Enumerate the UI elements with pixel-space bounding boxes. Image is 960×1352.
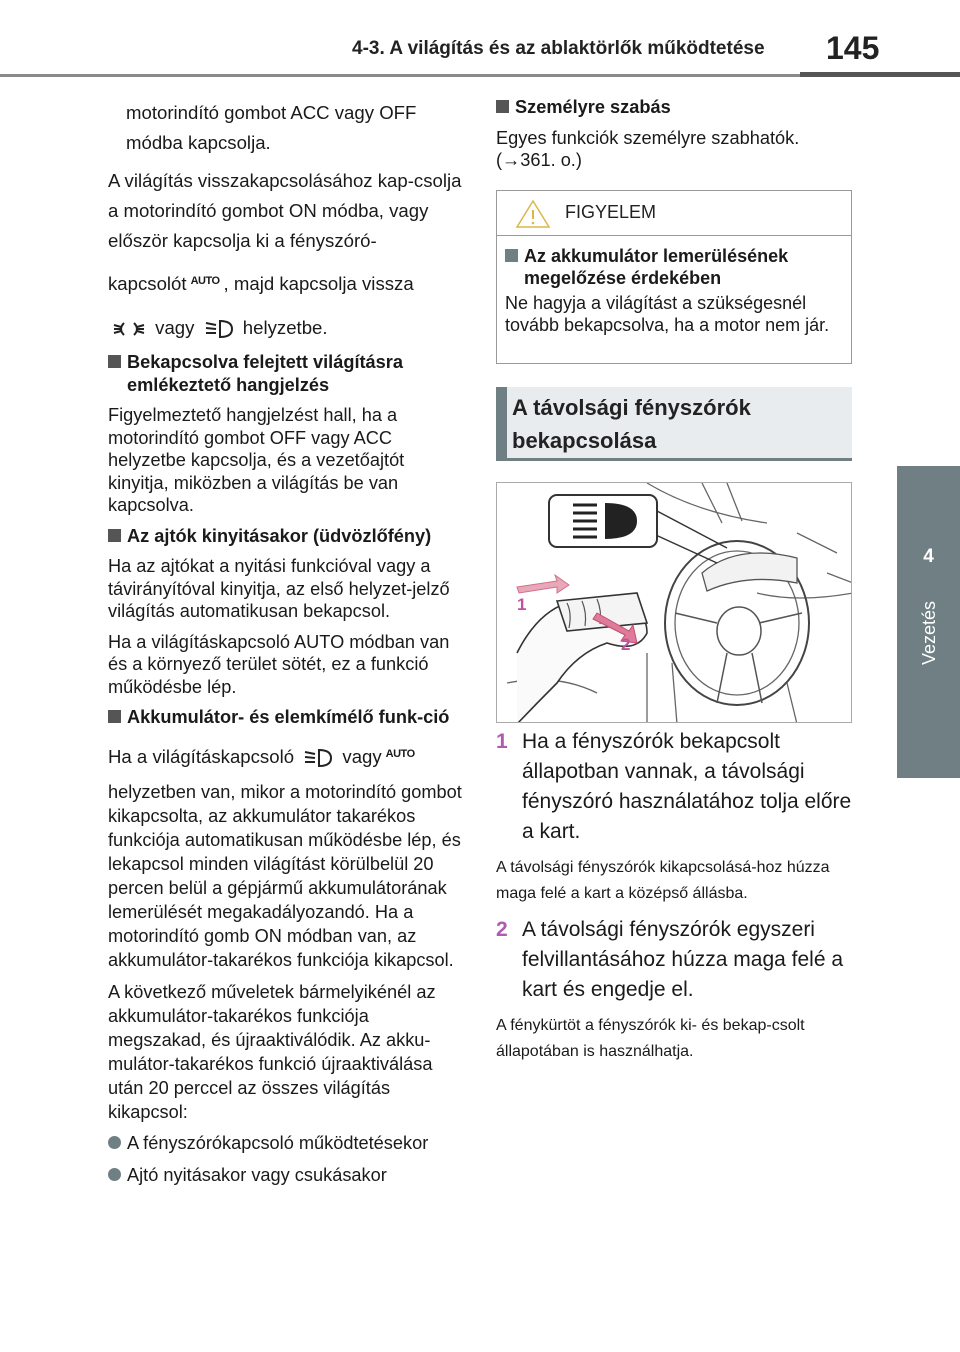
headlight-icon xyxy=(303,747,333,769)
subheading-reminder xyxy=(108,351,468,396)
round-bullet-icon xyxy=(108,1136,121,1149)
subheading-welcome-light xyxy=(108,525,468,548)
figure-label-1: 1 xyxy=(517,595,527,614)
text-fragment: , majd kapcsolja vissza xyxy=(223,273,414,294)
steps-list xyxy=(496,727,852,1073)
header-title: 4-3. A világítás és az ablaktörlők működtetése xyxy=(352,38,765,59)
step-number: 1 xyxy=(496,730,508,753)
step-text: A távolsági fényszórók egyszeri felvillantásához húzza maga felé a kart és engedje el. xyxy=(522,918,844,1001)
square-bullet-icon xyxy=(505,249,518,262)
warning-title: FIGYELEM xyxy=(565,202,657,222)
paragraph-battery-3: A következő műveletek bármelyikénél az akkumulátor-takarékos funkciója megszakad, és újraaktiválódik. Az akku-mulátor-takarékos funkció újraaktiválása után 20 perccel az összes világítás kikapcsol: xyxy=(108,981,436,1122)
text-fragment: kapcsolót xyxy=(108,273,187,294)
step-item xyxy=(496,915,852,1005)
round-bullet-icon xyxy=(108,1168,121,1181)
paragraph-relight-line2 xyxy=(108,266,468,299)
paragraph-welcome-2: Ha a világításkapcsoló AUTO módban van és a környező terület sötét, ez a funkció működésbe lép. xyxy=(108,631,450,697)
auto-icon: AUTO xyxy=(385,747,415,760)
list-item xyxy=(108,1132,468,1155)
chapter-tab xyxy=(897,466,960,778)
square-bullet-icon xyxy=(108,710,121,723)
left-column xyxy=(108,98,468,1197)
section-heading xyxy=(496,387,852,461)
header-rule-accent xyxy=(800,72,960,77)
continued-text: motorindító gombot ACC vagy OFF módba kapcsolja. xyxy=(126,102,417,153)
step-item xyxy=(496,727,852,847)
text-fragment: Ha a világításkapcsoló xyxy=(108,745,295,767)
list-item-text: A fényszórókapcsoló működtetésekor xyxy=(127,1132,429,1153)
section-heading-bar xyxy=(496,387,507,458)
step-number: 2 xyxy=(496,918,508,941)
subheading-text: Személyre szabás xyxy=(515,97,671,117)
paragraph-battery-2: helyzetben van, mikor a motorindító gombot kikapcsolta, az akkumulátor takarékos funkciója automatikusan működésbe lép, és lekapcsol minden világítást körülbelül 20 percen belül a gépjármű akkumulátorának lemerülését megakadályozandó. Ha a motorindító gomb ON módban van, az akkumulátor-takarékos funkciója kikapcsol. xyxy=(108,781,462,970)
subheading-battery-saver xyxy=(108,706,468,729)
paragraph-relight-line3 xyxy=(108,313,468,343)
square-bullet-icon xyxy=(108,529,121,542)
subheading-customization xyxy=(496,96,852,119)
note-text: A fénykürtöt a fényszórók ki- és bekap-csolt állapotában is használhatja. xyxy=(496,1017,805,1060)
right-column-top xyxy=(496,92,852,180)
parking-light-icon xyxy=(112,319,146,339)
subheading-text: Akkumulátor- és elemkímélő funk-ció xyxy=(127,707,450,727)
warning-header xyxy=(497,191,851,236)
warning-subheading-text: Az akkumulátor lemerülésének megelőzése érdekében xyxy=(524,246,789,288)
paragraph-reminder: Figyelmeztető hangjelzést hall, ha a motorindító gombot OFF vagy ACC helyzetbe kapcsolja, és a vezetőajtót kinyitja, miközben a világítás be van kapcsolva. xyxy=(108,405,405,515)
warning-box xyxy=(496,190,852,364)
page-number: 145 xyxy=(826,30,880,66)
list-item-text: Ajtó nyitásakor vagy csukásakor xyxy=(127,1165,387,1185)
text-fragment: vagy xyxy=(342,745,382,767)
auto-icon: AUTO xyxy=(190,275,220,287)
square-bullet-icon xyxy=(496,100,509,113)
paragraph-relight: A világítás visszakapcsolásához kap-csolja a motorindító gombot ON módba, vagy először kapcsolja ki a fényszóró- xyxy=(108,170,462,251)
text-fragment: helyzetbe. xyxy=(242,317,328,338)
warning-text: Ne hagyja a világítást a szükségesnél tovább bekapcsolva, ha a motor nem jár. xyxy=(505,293,830,335)
chapter-number: 4 xyxy=(923,546,934,567)
paragraph-customization: Egyes funkciók személyre szabhatók. (→361. o.) xyxy=(496,127,800,170)
subheading-text: Bekapcsolva felejtett világításra emlékeztető hangjelzés xyxy=(127,352,403,395)
paragraph-battery-1 xyxy=(108,739,468,772)
warning-subheading xyxy=(505,245,845,289)
paragraph-welcome-1: Ha az ajtókat a nyitási funkcióval vagy a távirányítóval kinyitja, az első helyzet-jelző világítás automatikusan bekapcsol. xyxy=(108,556,450,621)
section-title: A távolsági fényszórók bekapcsolása xyxy=(512,395,751,453)
list-item xyxy=(108,1164,468,1187)
note-text: A távolsági fényszórók kikapcsolásá-hoz húzza maga felé a kart a középső állásba. xyxy=(496,859,830,902)
high-beam-illustration xyxy=(496,482,852,723)
warning-triangle-icon xyxy=(515,199,551,229)
step-text: Ha a fényszórók bekapcsolt állapotban vannak, a távolsági fényszóró használatához tolja előre a kart. xyxy=(522,730,852,843)
figure-label-2: 2 xyxy=(621,635,631,654)
text-fragment: vagy xyxy=(155,317,195,338)
headlight-icon xyxy=(204,318,234,340)
square-bullet-icon xyxy=(108,355,121,368)
illustration-drawing xyxy=(497,483,852,723)
subheading-text: Az ajtók kinyitásakor (üdvözlőfény) xyxy=(127,525,432,546)
chapter-label: Vezetés xyxy=(919,601,939,666)
